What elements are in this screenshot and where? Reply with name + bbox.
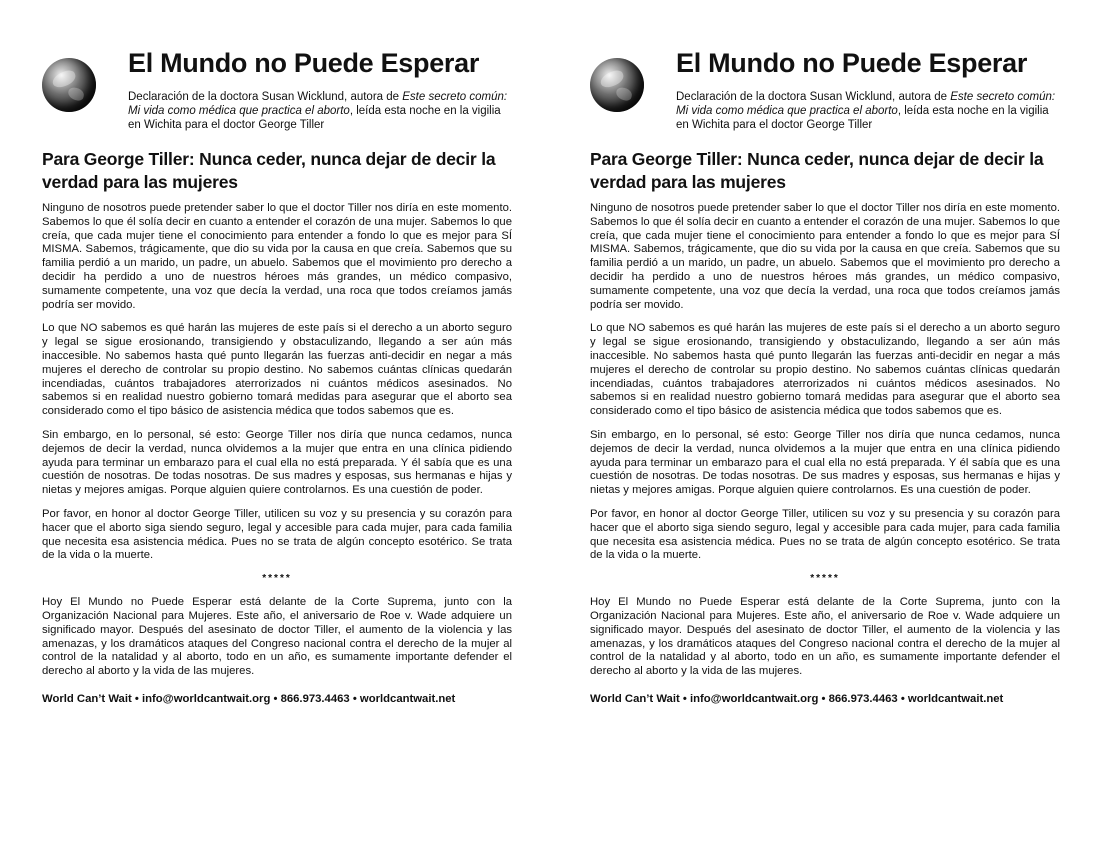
intro-text-rest: , leída esta noche en la vigilia en Wichita para el doctor George Tiller bbox=[676, 105, 1049, 131]
closing-paragraph: Hoy El Mundo no Puede Esperar está delante de la Corte Suprema, junto con la Organización Nacional para Mujeres. Este año, el aniversario de Roe v. Wade adquiere un significado mayor. Después del asesinato de doctor Tiller, el aumento de la violencia y las amenazas, y los dramáticos ataques del Congreso nacional contra el derecho de la mujer al control de la natalidad y al aborto, todo en un año, es sumamente importante defender el derecho al aborto y la vida de las mujeres. bbox=[42, 596, 512, 678]
flyer-subtitle: Para George Tiller: Nunca ceder, nunca dejar de decir la verdad para las mujeres bbox=[42, 149, 496, 192]
globe-icon bbox=[590, 58, 644, 112]
body-paragraph-3: Sin embargo, en lo personal, sé esto: George Tiller nos diría que nunca cedamos, nunca dejemos de decir la verdad, nunca olvidemos a la mujer que entra en una clínica pidiendo ayuda para terminar un embarazo para el cual ella no está preparada. Y él sabía que es una cuestión de nosotras. De todas nosotras. De sus madres y esposas, sus hermanas e hijas y nietas y mejores amigas. Porque alguien quiere controlarnos. Es una cuestión de poder. bbox=[590, 428, 1060, 497]
flyer-right bbox=[586, 0, 1086, 850]
body-paragraph-3: Sin embargo, en lo personal, sé esto: George Tiller nos diría que nunca cedamos, nunca dejemos de decir la verdad, nunca olvidemos a la mujer que entra en una clínica pidiendo ayuda para terminar un embarazo para el cual ella no está preparada. Y él sabía que es una cuestión de nosotras. De todas nosotras. De sus madres y esposas, sus hermanas e hijas y nietas y mejores amigas. Porque alguien quiere controlarnos. Es una cuestión de poder. bbox=[42, 428, 512, 497]
flyer-subtitle: Para George Tiller: Nunca ceder, nunca dejar de decir la verdad para las mujeres bbox=[590, 149, 1044, 192]
body-paragraph-2: Lo que NO sabemos es qué harán las mujeres de este país si el derecho a un aborto seguro y legal se sigue erosionando, transigiendo y obstaculizando, llegando a ser aún más inaccesible. No sabemos hasta qué punto llegarán las fuerzas anti-decidir en negar a más mujeres el derecho de controlar su propio destino. No sabemos cuántas clínicas quedarán incendiadas, cuántos trabajadores aterrorizados ni cuántos médicos asesinados. No sabemos si en realidad nuestro gobierno tomará medidas para asegurar que el aborto sea considerado como el tipo básico de asistencia médica que todos sabemos que es. bbox=[590, 322, 1060, 418]
body-paragraph-1: Ninguno de nosotros puede pretender saber lo que el doctor Tiller nos diría en este momento. Sabemos lo que él solía decir en cuanto a entender el corazón de una mujer. Sabemos lo que creía, que cada mujer tiene el conocimiento para entender a fondo lo que es mejor para SÍ MISMA. Sabemos, trágicamente, que dio su vida por la causa en que creía. Sabemos que su familia perdió a un marido, un padre, un abuelo. Sabemos que el movimiento pro derecho a decidir ha perdido a uno de nuestros héroes más grandes, un médico compasivo, sumamente competente, una voz que decía la verdad, una roca que todos creíamos jamás podría ser movido. bbox=[590, 202, 1060, 311]
contact-footer: World Can’t Wait • info@worldcantwait.org • 866.973.4463 • worldcantwait.net bbox=[590, 692, 1004, 705]
flyer-body bbox=[586, 202, 1060, 705]
closing-paragraph: Hoy El Mundo no Puede Esperar está delante de la Corte Suprema, junto con la Organización Nacional para Mujeres. Este año, el aniversario de Roe v. Wade adquiere un significado mayor. Después del asesinato de doctor Tiller, el aumento de la violencia y las amenazas, y los dramáticos ataques del Congreso nacional contra el derecho de la mujer al control de la natalidad y al aborto, todo en un año, es sumamente importante defender el derecho al aborto y la vida de las mujeres. bbox=[590, 596, 1060, 678]
body-paragraph-1: Ninguno de nosotros puede pretender saber lo que el doctor Tiller nos diría en este momento. Sabemos lo que él solía decir en cuanto a entender el corazón de una mujer. Sabemos lo que creía, que cada mujer tiene el conocimiento para entender a fondo lo que es mejor para SÍ MISMA. Sabemos, trágicamente, que dio su vida por la causa en que creía. Sabemos que su familia perdió a un marido, un padre, un abuelo. Sabemos que el movimiento pro derecho a decidir ha perdido a uno de nuestros héroes más grandes, un médico compasivo, sumamente competente, una voz que decía la verdad, una roca que todos creíamos jamás podría ser movido. bbox=[42, 202, 512, 311]
flyer-left bbox=[38, 0, 538, 850]
globe-icon bbox=[42, 58, 96, 112]
contact-footer: World Can’t Wait • info@worldcantwait.org • 866.973.4463 • worldcantwait.net bbox=[42, 692, 456, 705]
intro-book-title: Este secreto común: Mi vida como médica que practica el aborto bbox=[676, 91, 1056, 117]
intro-book-title: Este secreto común: Mi vida como médica que practica el aborto bbox=[128, 91, 508, 117]
flyer-title: El Mundo no Puede Esperar bbox=[128, 48, 480, 78]
body-paragraph-2: Lo que NO sabemos es qué harán las mujeres de este país si el derecho a un aborto seguro y legal se sigue erosionando, transigiendo y obstaculizando, llegando a ser aún más inaccesible. No sabemos hasta qué punto llegarán las fuerzas anti-decidir en negar a más mujeres el derecho de controlar su propio destino. No sabemos cuántas clínicas quedarán incendiadas, cuántos trabajadores aterrorizados ni cuántos médicos asesinados. No sabemos si en realidad nuestro gobierno tomará medidas para asegurar que el aborto sea considerado como el tipo básico de asistencia médica que todos sabemos que es. bbox=[42, 322, 512, 418]
body-paragraph-4: Por favor, en honor al doctor George Tiller, utilicen su voz y su presencia y su corazón para hacer que el aborto siga siendo seguro, legal y accesible para cada mujer, para cada familia que necesita esa asistencia médica. Pues no se trata de algún concepto esotérico. Se trata de la vida o la muerte. bbox=[590, 507, 1060, 562]
flyer-header bbox=[38, 0, 538, 148]
flyer-intro bbox=[676, 90, 1056, 132]
flyer-title: El Mundo no Puede Esperar bbox=[676, 48, 1028, 78]
intro-text-rest: , leída esta noche en la vigilia en Wichita para el doctor George Tiller bbox=[128, 105, 501, 131]
intro-text: Declaración de la doctora Susan Wicklund, autora de bbox=[676, 91, 951, 103]
separator: ***** bbox=[262, 573, 292, 585]
intro-text: Declaración de la doctora Susan Wicklund, autora de bbox=[128, 91, 403, 103]
flyer-intro bbox=[128, 90, 508, 132]
flyer-header bbox=[586, 0, 1086, 148]
flyer-body bbox=[38, 202, 512, 705]
body-paragraph-4: Por favor, en honor al doctor George Tiller, utilicen su voz y su presencia y su corazón para hacer que el aborto siga siendo seguro, legal y accesible para cada mujer, para cada familia que necesita esa asistencia médica. Pues no se trata de algún concepto esotérico. Se trata de la vida o la muerte. bbox=[42, 507, 512, 562]
separator: ***** bbox=[810, 573, 840, 585]
